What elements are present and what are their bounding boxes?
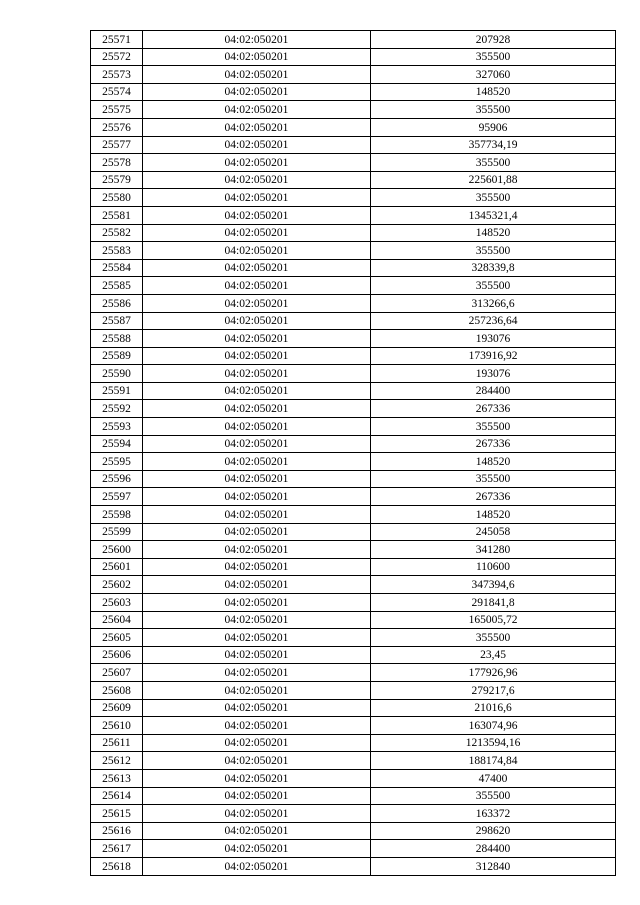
cadastral-code-cell: 04:02:050201 — [143, 681, 371, 699]
cadastral-code-cell: 04:02:050201 — [143, 224, 371, 242]
row-number-cell: 25615 — [91, 805, 143, 823]
cadastral-code-cell: 04:02:050201 — [143, 541, 371, 559]
amount-cell: 355500 — [371, 629, 616, 647]
table-body — [91, 31, 616, 876]
amount-cell: 1213594,16 — [371, 734, 616, 752]
amount-cell: 267336 — [371, 400, 616, 418]
table-row — [91, 488, 616, 506]
table-row — [91, 330, 616, 348]
cadastral-code-cell: 04:02:050201 — [143, 294, 371, 312]
amount-cell: 355500 — [371, 154, 616, 172]
cadastral-code-cell: 04:02:050201 — [143, 594, 371, 612]
table-row — [91, 558, 616, 576]
row-number-cell: 25596 — [91, 470, 143, 488]
cadastral-code-cell: 04:02:050201 — [143, 840, 371, 858]
cadastral-code-cell: 04:02:050201 — [143, 400, 371, 418]
cadastral-code-cell: 04:02:050201 — [143, 418, 371, 436]
amount-cell: 225601,88 — [371, 171, 616, 189]
amount-cell: 163372 — [371, 805, 616, 823]
table-row — [91, 594, 616, 612]
row-number-cell: 25574 — [91, 83, 143, 101]
row-number-cell: 25582 — [91, 224, 143, 242]
cadastral-code-cell: 04:02:050201 — [143, 646, 371, 664]
amount-cell: 328339,8 — [371, 259, 616, 277]
cadastral-code-cell: 04:02:050201 — [143, 347, 371, 365]
cadastral-code-cell: 04:02:050201 — [143, 506, 371, 524]
amount-cell: 163074,96 — [371, 717, 616, 735]
table-row — [91, 418, 616, 436]
cadastral-code-cell: 04:02:050201 — [143, 259, 371, 277]
row-number-cell: 25591 — [91, 382, 143, 400]
cadastral-code-cell: 04:02:050201 — [143, 857, 371, 875]
amount-cell: 177926,96 — [371, 664, 616, 682]
table-row — [91, 224, 616, 242]
amount-cell: 284400 — [371, 382, 616, 400]
table-row — [91, 83, 616, 101]
row-number-cell: 25604 — [91, 611, 143, 629]
amount-cell: 341280 — [371, 541, 616, 559]
amount-cell: 193076 — [371, 365, 616, 383]
cadastral-code-cell: 04:02:050201 — [143, 312, 371, 330]
amount-cell: 207928 — [371, 31, 616, 49]
cadastral-code-cell: 04:02:050201 — [143, 576, 371, 594]
table-row — [91, 664, 616, 682]
cadastral-code-cell: 04:02:050201 — [143, 66, 371, 84]
row-number-cell: 25577 — [91, 136, 143, 154]
cadastral-code-cell: 04:02:050201 — [143, 629, 371, 647]
table-row — [91, 506, 616, 524]
row-number-cell: 25593 — [91, 418, 143, 436]
table-row — [91, 382, 616, 400]
amount-cell: 95906 — [371, 118, 616, 136]
table-row — [91, 294, 616, 312]
amount-cell: 21016,6 — [371, 699, 616, 717]
amount-cell: 148520 — [371, 83, 616, 101]
table-row — [91, 136, 616, 154]
cadastral-code-cell: 04:02:050201 — [143, 101, 371, 119]
table-row — [91, 787, 616, 805]
table-row — [91, 171, 616, 189]
row-number-cell: 25600 — [91, 541, 143, 559]
cadastral-code-cell: 04:02:050201 — [143, 154, 371, 172]
amount-cell: 1345321,4 — [371, 206, 616, 224]
amount-cell: 355500 — [371, 242, 616, 260]
table-row — [91, 48, 616, 66]
amount-cell: 284400 — [371, 840, 616, 858]
cadastral-code-cell: 04:02:050201 — [143, 717, 371, 735]
cadastral-code-cell: 04:02:050201 — [143, 805, 371, 823]
amount-cell: 245058 — [371, 523, 616, 541]
cadastral-code-cell: 04:02:050201 — [143, 435, 371, 453]
table-row — [91, 206, 616, 224]
table-row — [91, 769, 616, 787]
cadastral-code-cell: 04:02:050201 — [143, 558, 371, 576]
row-number-cell: 25614 — [91, 787, 143, 805]
row-number-cell: 25585 — [91, 277, 143, 295]
cadastral-code-cell: 04:02:050201 — [143, 277, 371, 295]
amount-cell: 357734,19 — [371, 136, 616, 154]
row-number-cell: 25573 — [91, 66, 143, 84]
table-row — [91, 805, 616, 823]
amount-cell: 267336 — [371, 435, 616, 453]
cadastral-code-cell: 04:02:050201 — [143, 171, 371, 189]
table-row — [91, 541, 616, 559]
table-row — [91, 822, 616, 840]
row-number-cell: 25595 — [91, 453, 143, 471]
amount-cell: 355500 — [371, 787, 616, 805]
row-number-cell: 25590 — [91, 365, 143, 383]
table-row — [91, 101, 616, 119]
table-row — [91, 31, 616, 49]
table-row — [91, 242, 616, 260]
amount-cell: 110600 — [371, 558, 616, 576]
cadastral-code-cell: 04:02:050201 — [143, 523, 371, 541]
table-row — [91, 717, 616, 735]
table-row — [91, 66, 616, 84]
amount-cell: 257236,64 — [371, 312, 616, 330]
cadastral-code-cell: 04:02:050201 — [143, 470, 371, 488]
row-number-cell: 25606 — [91, 646, 143, 664]
row-number-cell: 25572 — [91, 48, 143, 66]
amount-cell: 148520 — [371, 453, 616, 471]
amount-cell: 347394,6 — [371, 576, 616, 594]
row-number-cell: 25611 — [91, 734, 143, 752]
row-number-cell: 25608 — [91, 681, 143, 699]
cadastral-code-cell: 04:02:050201 — [143, 365, 371, 383]
row-number-cell: 25598 — [91, 506, 143, 524]
table-row — [91, 523, 616, 541]
row-number-cell: 25588 — [91, 330, 143, 348]
amount-cell: 355500 — [371, 189, 616, 207]
row-number-cell: 25592 — [91, 400, 143, 418]
table-row — [91, 646, 616, 664]
row-number-cell: 25579 — [91, 171, 143, 189]
row-number-cell: 25607 — [91, 664, 143, 682]
cadastral-code-cell: 04:02:050201 — [143, 664, 371, 682]
cadastral-code-cell: 04:02:050201 — [143, 611, 371, 629]
table-row — [91, 118, 616, 136]
table-row — [91, 629, 616, 647]
cadastral-code-cell: 04:02:050201 — [143, 330, 371, 348]
row-number-cell: 25599 — [91, 523, 143, 541]
row-number-cell: 25576 — [91, 118, 143, 136]
cadastral-code-cell: 04:02:050201 — [143, 136, 371, 154]
amount-cell: 173916,92 — [371, 347, 616, 365]
row-number-cell: 25617 — [91, 840, 143, 858]
amount-cell: 148520 — [371, 224, 616, 242]
table-row — [91, 699, 616, 717]
row-number-cell: 25610 — [91, 717, 143, 735]
cadastral-code-cell: 04:02:050201 — [143, 734, 371, 752]
cadastral-code-cell: 04:02:050201 — [143, 382, 371, 400]
row-number-cell: 25584 — [91, 259, 143, 277]
row-number-cell: 25581 — [91, 206, 143, 224]
row-number-cell: 25586 — [91, 294, 143, 312]
table-row — [91, 400, 616, 418]
table-row — [91, 259, 616, 277]
cadastral-code-cell: 04:02:050201 — [143, 83, 371, 101]
cadastral-code-cell: 04:02:050201 — [143, 242, 371, 260]
table-row — [91, 734, 616, 752]
cadastral-code-cell: 04:02:050201 — [143, 787, 371, 805]
row-number-cell: 25612 — [91, 752, 143, 770]
row-number-cell: 25613 — [91, 769, 143, 787]
table-row — [91, 752, 616, 770]
amount-cell: 355500 — [371, 277, 616, 295]
cadastral-code-cell: 04:02:050201 — [143, 488, 371, 506]
table-row — [91, 154, 616, 172]
row-number-cell: 25603 — [91, 594, 143, 612]
table-row — [91, 312, 616, 330]
cadastral-code-cell: 04:02:050201 — [143, 752, 371, 770]
cadastral-code-cell: 04:02:050201 — [143, 189, 371, 207]
row-number-cell: 25575 — [91, 101, 143, 119]
amount-cell: 313266,6 — [371, 294, 616, 312]
row-number-cell: 25571 — [91, 31, 143, 49]
row-number-cell: 25594 — [91, 435, 143, 453]
amount-cell: 327060 — [371, 66, 616, 84]
row-number-cell: 25609 — [91, 699, 143, 717]
row-number-cell: 25605 — [91, 629, 143, 647]
amount-cell: 47400 — [371, 769, 616, 787]
amount-cell: 279217,6 — [371, 681, 616, 699]
cadastral-code-cell: 04:02:050201 — [143, 699, 371, 717]
table-row — [91, 681, 616, 699]
table-row — [91, 189, 616, 207]
cadastral-code-cell: 04:02:050201 — [143, 118, 371, 136]
row-number-cell: 25589 — [91, 347, 143, 365]
cadastral-code-cell: 04:02:050201 — [143, 48, 371, 66]
amount-cell: 23,45 — [371, 646, 616, 664]
row-number-cell: 25616 — [91, 822, 143, 840]
amount-cell: 355500 — [371, 470, 616, 488]
amount-cell: 355500 — [371, 101, 616, 119]
cadastral-code-cell: 04:02:050201 — [143, 822, 371, 840]
table-row — [91, 453, 616, 471]
cadastral-code-cell: 04:02:050201 — [143, 206, 371, 224]
data-table — [90, 30, 616, 876]
row-number-cell: 25583 — [91, 242, 143, 260]
amount-cell: 165005,72 — [371, 611, 616, 629]
table-row — [91, 347, 616, 365]
amount-cell: 188174,84 — [371, 752, 616, 770]
amount-cell: 148520 — [371, 506, 616, 524]
amount-cell: 267336 — [371, 488, 616, 506]
table-row — [91, 277, 616, 295]
amount-cell: 312840 — [371, 857, 616, 875]
cadastral-code-cell: 04:02:050201 — [143, 31, 371, 49]
table-row — [91, 435, 616, 453]
row-number-cell: 25618 — [91, 857, 143, 875]
table-row — [91, 576, 616, 594]
table-row — [91, 611, 616, 629]
row-number-cell: 25601 — [91, 558, 143, 576]
table-row — [91, 840, 616, 858]
amount-cell: 193076 — [371, 330, 616, 348]
row-number-cell: 25578 — [91, 154, 143, 172]
cadastral-code-cell: 04:02:050201 — [143, 453, 371, 471]
amount-cell: 355500 — [371, 418, 616, 436]
row-number-cell: 25597 — [91, 488, 143, 506]
row-number-cell: 25602 — [91, 576, 143, 594]
amount-cell: 355500 — [371, 48, 616, 66]
table-row — [91, 365, 616, 383]
row-number-cell: 25587 — [91, 312, 143, 330]
table-row — [91, 470, 616, 488]
row-number-cell: 25580 — [91, 189, 143, 207]
amount-cell: 291841,8 — [371, 594, 616, 612]
cadastral-code-cell: 04:02:050201 — [143, 769, 371, 787]
table-row — [91, 857, 616, 875]
amount-cell: 298620 — [371, 822, 616, 840]
